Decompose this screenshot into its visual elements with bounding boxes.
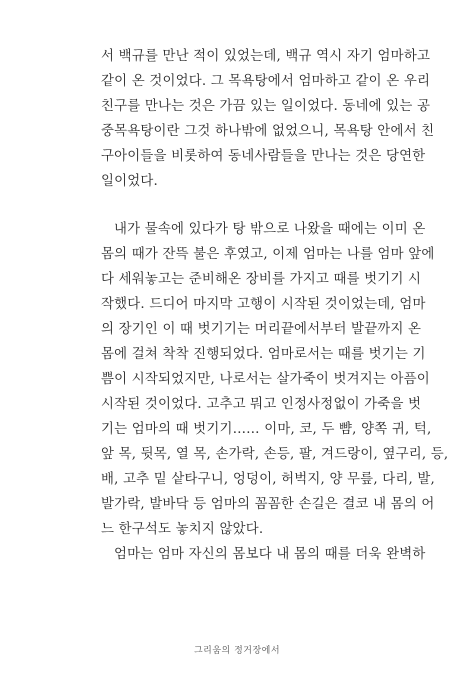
text-line: 몸의 때가 잔뜩 불은 후였고, 이제 엄마는 나를 엄마 앞에 — [101, 247, 435, 262]
text-line: 느 한구석도 놓치지 않았다. — [101, 522, 264, 537]
text-line: 일이었다. — [101, 174, 158, 189]
text-line: 같이 온 것이었다. 그 목욕탕에서 엄마하고 같이 온 우리 — [101, 74, 431, 89]
running-title: 그리움의 정거장에서 — [193, 646, 281, 656]
text-line: 시작된 것이었다. 고추고 뭐고 인정사정없이 가죽을 벗 — [101, 397, 422, 412]
text-line: 서 백규를 만난 적이 있었는데, 백규 역시 자기 엄마하고 — [101, 49, 431, 64]
text-line: 작했다. 드디어 마지막 고행이 시작된 것이었는데, 엄마 — [101, 297, 426, 312]
text-line: 몸에 걸쳐 착착 진행되었다. 엄마로서는 때를 벗기는 기 — [101, 347, 426, 362]
text-line: 다 세워놓고는 준비해온 장비를 가지고 때를 벗기기 시 — [101, 272, 422, 287]
text-line: 내가 물속에 있다가 탕 밖으로 나왔을 때에는 이미 온 — [114, 222, 426, 237]
text-line: 쁨이 시작되었지만, 나로서는 살가죽이 벗겨지는 아픔이 — [101, 372, 430, 387]
text-line: 구아이들을 비롯하여 동네사람들을 만나는 것은 당연한 — [101, 149, 426, 164]
text-line: 친구를 만나는 것은 가끔 있는 일이었다. 동네에 있는 공 — [101, 99, 431, 114]
text-line: 앞 목, 뒷목, 열 목, 손가락, 손등, 팔, 겨드랑이, 옆구리, 등, — [101, 447, 449, 462]
text-line: 배, 고추 밑 샅타구니, 엉덩이, 허벅지, 양 무릎, 다리, 발, — [101, 472, 436, 487]
text-line: 발가락, 발바닥 등 엄마의 꼼꼼한 손길은 결코 내 몸의 어 — [101, 497, 435, 512]
text-line: 엄마는 엄마 자신의 몸보다 내 몸의 때를 더욱 완벽하 — [114, 547, 426, 562]
text-line: 의 장기인 이 때 벗기기는 머리끝에서부터 발끝까지 온 — [101, 322, 422, 337]
text-line: 중목욕탕이란 그것 하나밖에 없었으니, 목욕탕 안에서 친 — [101, 124, 435, 139]
text-line: 기는 엄마의 때 벗기기…… 이마, 코, 두 뺨, 양쪽 귀, 턱, — [101, 422, 432, 437]
